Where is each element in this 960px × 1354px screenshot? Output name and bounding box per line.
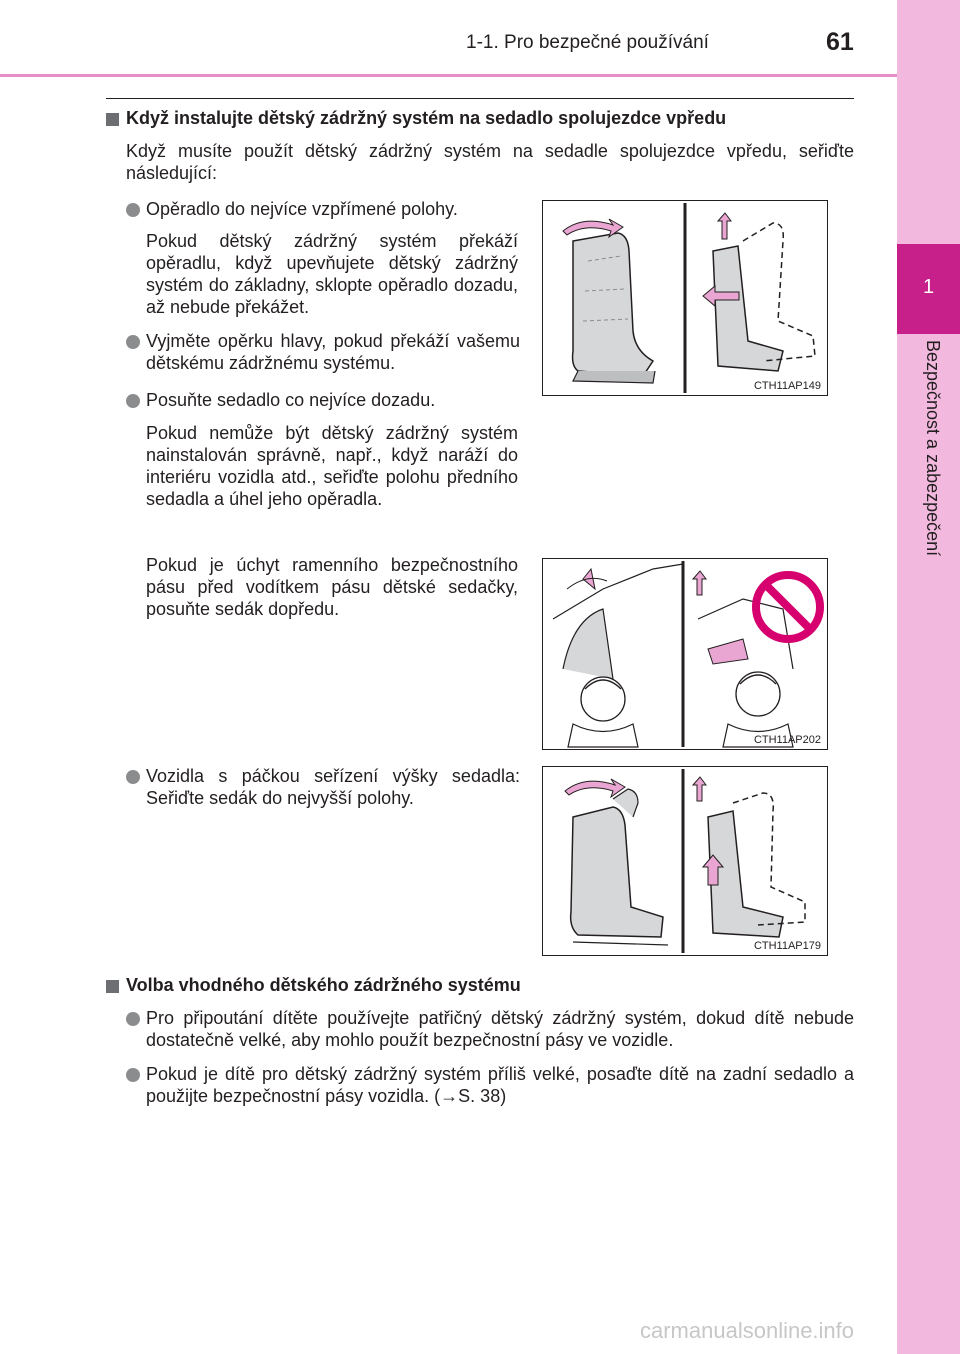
section2-heading: Volba vhodného dětského zádržného systému <box>126 975 521 995</box>
bullet2-text: Vyjměte opěrku hlavy, pokud překáží vašemu dětskému zádržnému systému. <box>146 331 520 373</box>
section-square-icon <box>106 980 119 993</box>
figure-seat-recline <box>542 200 828 396</box>
chapter-title: 1-1. Pro bezpečné používání <box>466 32 709 53</box>
footer-watermark: carmanualsonline.info <box>640 1318 855 1343</box>
figure-seatbelt-child <box>542 558 828 750</box>
bullet3-detail: Pokud nemůže být dětský zádržný systém nainstalován správně, např., když naráží do interiéru vozidla atd., seřiďte polohu předního sedadla a úhel jeho opěradla. <box>146 423 518 509</box>
seatbelt-child-illustration <box>543 559 827 749</box>
section-square-icon <box>106 113 119 126</box>
figure-code: CTH11AP202 <box>753 734 821 746</box>
bullet4-text: Vozidla s páčkou seřízení výšky sedadla: Seřiďte sedák do nejvyšší polohy. <box>146 766 520 808</box>
section1-intro: Když musíte použít dětský zádržný systém na sedadle spolujezdce vpředu, seřiďte následující: <box>126 141 854 183</box>
bullet-dot-icon <box>126 394 140 408</box>
header-rule <box>0 74 897 77</box>
bullet1-detail: Pokud dětský zádržný systém překáží opěradlu, když upevňujete dětský zádržný systém do základny, sklopte opěradlo dozadu, až nebude překážet. <box>146 231 518 317</box>
section-rule <box>106 98 854 99</box>
seat-recline-illustration <box>543 201 827 395</box>
bullet-dot-icon <box>126 335 140 349</box>
seat-height-illustration <box>543 767 827 955</box>
figure-seat-height <box>542 766 828 956</box>
page-number: 61 <box>826 28 854 56</box>
bullet3-detail2: Pokud je úchyt ramenního bezpečnostního pásu před vodítkem pásu dětské sedačky, posuňte sedák dopředu. <box>146 555 518 619</box>
bullet-dot-icon <box>126 203 140 217</box>
section1-heading: Když instalujte dětský zádržný systém na sedadlo spolujezdce vpředu <box>126 108 727 128</box>
side-tab <box>897 0 960 1354</box>
bullet1-text: Opěradlo do nejvíce vzpřímené polohy. <box>146 199 458 219</box>
bullet-dot-icon <box>126 1012 140 1026</box>
chapter-side-title: Bezpečnost a zabezpečení <box>923 340 943 557</box>
figure-code: CTH11AP179 <box>753 940 821 952</box>
bullet3-text: Posuňte sedadlo co nejvíce dozadu. <box>146 390 436 410</box>
figure-code: CTH11AP149 <box>753 380 821 392</box>
chapter-number: 1 <box>922 276 935 298</box>
section2-bullet1: Pro připoutání dítěte používejte patřičný dětský zádržný systém, dokud dítě nebude dostatečně velké, aby mohlo použít bezpečnostní pásy ve vozidle. <box>146 1008 854 1050</box>
section2-bullet2: Pokud je dítě pro dětský zádržný systém příliš velké, posaďte dítě na zadní sedadlo a použijte bezpečnostní pásy vozidla. (→S. 38) <box>146 1064 854 1106</box>
bullet-dot-icon <box>126 770 140 784</box>
bullet-dot-icon <box>126 1068 140 1082</box>
